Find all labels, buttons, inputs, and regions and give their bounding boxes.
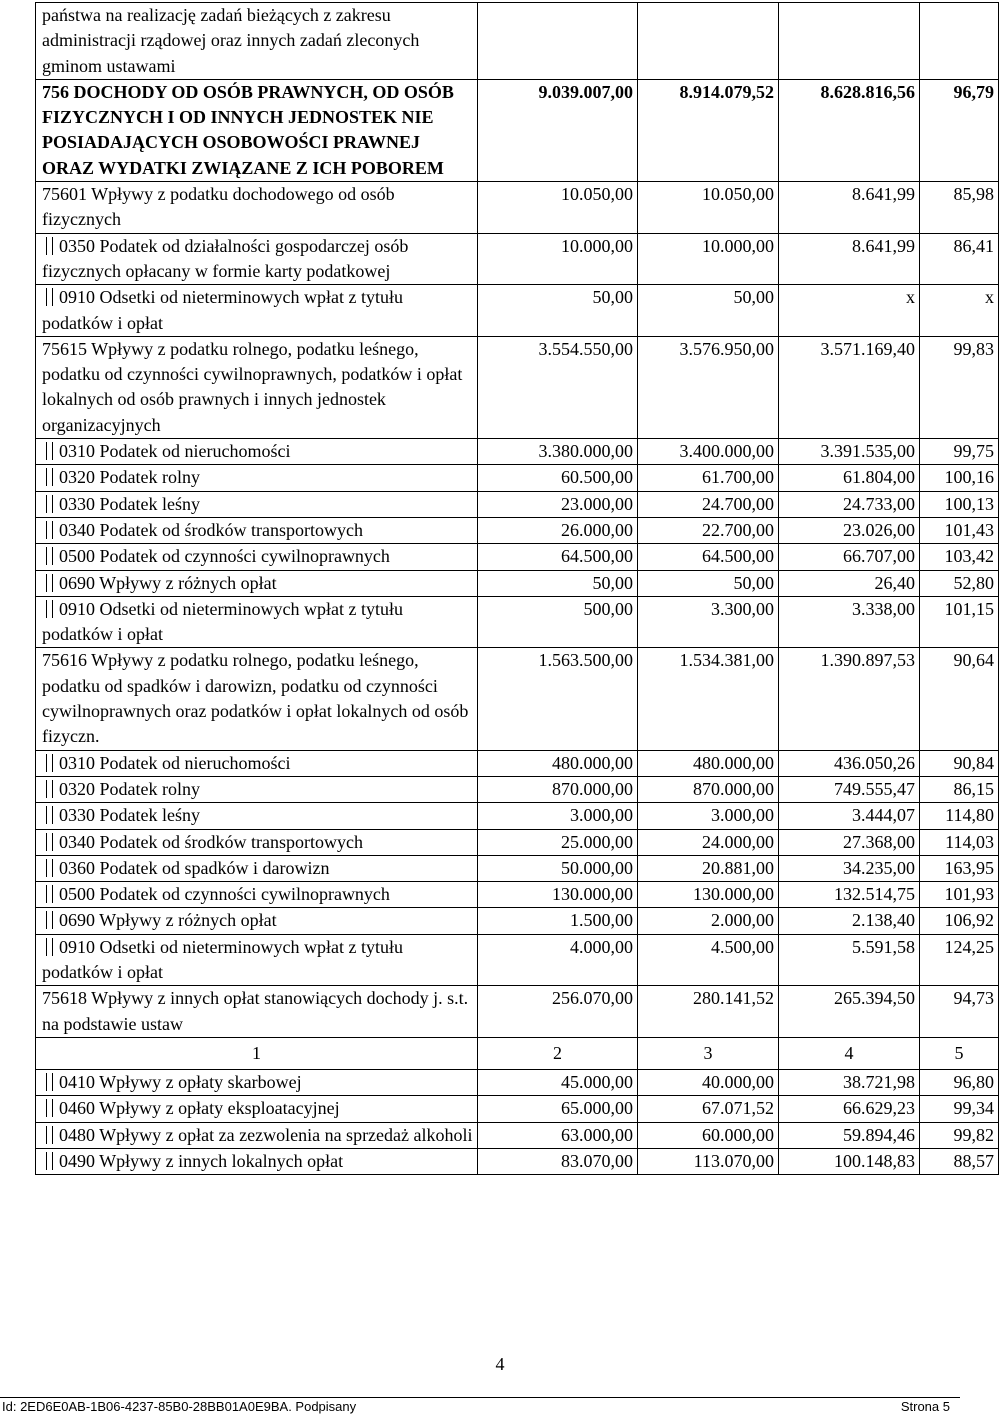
percent-value: 101,43	[920, 517, 999, 543]
plan-value: 10.050,00	[478, 182, 638, 234]
table-row	[36, 233, 999, 285]
execution-value: 8.628.816,56	[779, 79, 920, 181]
plan-value: 50,00	[478, 570, 638, 596]
row-description: 0340 Podatek od środków transportowych	[59, 831, 363, 852]
execution-value: 24.733,00	[779, 491, 920, 517]
table-row	[36, 1096, 999, 1122]
table-row	[36, 648, 999, 750]
column-number: 3	[638, 1037, 779, 1069]
percent-value: 114,80	[920, 803, 999, 829]
plan-after-changes-value: 24.000,00	[638, 829, 779, 855]
table-row	[36, 986, 999, 1038]
plan-value: 83.070,00	[478, 1149, 638, 1175]
bullet-marker	[46, 288, 53, 306]
percent-value: 85,98	[920, 182, 999, 234]
percent-value: 90,64	[920, 648, 999, 750]
bullet-marker	[46, 833, 53, 851]
table-row	[36, 776, 999, 802]
table-row	[36, 285, 999, 337]
table-row	[36, 1122, 999, 1148]
plan-after-changes-value: 10.000,00	[638, 233, 779, 285]
bullet-marker	[46, 547, 53, 565]
table-row	[36, 336, 999, 438]
execution-value: 66.629,23	[779, 1096, 920, 1122]
plan-after-changes-value: 61.700,00	[638, 465, 779, 491]
table-row	[36, 1070, 999, 1096]
column-numbers-row	[36, 1037, 999, 1069]
execution-value: 3.391.535,00	[779, 439, 920, 465]
plan-value: 45.000,00	[478, 1070, 638, 1096]
table-row	[36, 491, 999, 517]
execution-value: 27.368,00	[779, 829, 920, 855]
plan-value: 50.000,00	[478, 855, 638, 881]
plan-after-changes-value: 24.700,00	[638, 491, 779, 517]
plan-value: 256.070,00	[478, 986, 638, 1038]
plan-after-changes-value: 60.000,00	[638, 1122, 779, 1148]
execution-value: 749.555,47	[779, 776, 920, 802]
row-description: 0910 Odsetki od nieterminowych wpłat z tytułu podatków i opłat	[42, 598, 403, 645]
bullet-marker	[46, 600, 53, 618]
bullet-marker	[46, 468, 53, 486]
execution-value: 34.235,00	[779, 855, 920, 881]
percent-value: 106,92	[920, 908, 999, 934]
plan-value: 3.000,00	[478, 803, 638, 829]
plan-after-changes-value: 113.070,00	[638, 1149, 779, 1175]
bullet-marker	[46, 859, 53, 877]
row-description: 0690 Wpływy z różnych opłat	[59, 572, 277, 593]
percent-value: 96,80	[920, 1070, 999, 1096]
plan-value: 64.500,00	[478, 544, 638, 570]
row-description: 0330 Podatek leśny	[59, 805, 200, 826]
plan-value: 60.500,00	[478, 465, 638, 491]
execution-value: 66.707,00	[779, 544, 920, 570]
plan-after-changes-value: 2.000,00	[638, 908, 779, 934]
row-description: 0310 Podatek od nieruchomości	[59, 752, 291, 773]
table-row	[36, 544, 999, 570]
percent-value: 114,03	[920, 829, 999, 855]
plan-after-changes-value: 20.881,00	[638, 855, 779, 881]
plan-after-changes-value: 64.500,00	[638, 544, 779, 570]
row-description: 0360 Podatek od spadków i darowizn	[59, 857, 330, 878]
row-description: 0910 Odsetki od nieterminowych wpłat z tytułu podatków i opłat	[42, 287, 403, 333]
execution-value: 38.721,98	[779, 1070, 920, 1096]
bullet-marker	[46, 1152, 53, 1170]
row-description: 0330 Podatek leśny	[59, 493, 200, 514]
plan-value: 3.554.550,00	[478, 336, 638, 438]
percent-value: 94,73	[920, 986, 999, 1038]
row-description: 0340 Podatek od środków transportowych	[59, 519, 363, 540]
percent-value: 100,13	[920, 491, 999, 517]
execution-value: 3.444,07	[779, 803, 920, 829]
execution-value: 3.571.169,40	[779, 336, 920, 438]
plan-after-changes-value: 67.071,52	[638, 1096, 779, 1122]
percent-value: 124,25	[920, 934, 999, 986]
percent-value: 52,80	[920, 570, 999, 596]
column-number: 1	[36, 1037, 478, 1069]
percent-value: 86,15	[920, 776, 999, 802]
plan-after-changes-value: 130.000,00	[638, 882, 779, 908]
execution-value: 265.394,50	[779, 986, 920, 1038]
row-description: 0480 Wpływy z opłat za zezwolenia na sprzedaż alkoholi	[59, 1124, 473, 1145]
bullet-marker	[46, 938, 53, 956]
row-description: 0910 Odsetki od nieterminowych wpłat z tytułu podatków i opłat	[42, 936, 403, 982]
budget-table	[35, 2, 999, 1175]
row-description: państwa na realizację zadań bieżących z zakresu administracji rządowej oraz innych zadań zleconych gminom ustawami	[36, 3, 478, 80]
row-description: 0320 Podatek rolny	[59, 778, 200, 799]
table-row	[36, 182, 999, 234]
plan-after-changes-value: 50,00	[638, 570, 779, 596]
bullet-marker	[46, 1126, 53, 1144]
plan-value: 65.000,00	[478, 1096, 638, 1122]
plan-value: 3.380.000,00	[478, 439, 638, 465]
footer-page-label: Strona 5	[900, 1399, 950, 1414]
table-row	[36, 750, 999, 776]
execution-value: 26,40	[779, 570, 920, 596]
plan-value: 130.000,00	[478, 882, 638, 908]
plan-after-changes-value: 3.000,00	[638, 803, 779, 829]
table-row	[36, 829, 999, 855]
bullet-marker	[46, 806, 53, 824]
table-row	[36, 934, 999, 986]
plan-value: 50,00	[478, 285, 638, 337]
bullet-marker	[46, 574, 53, 592]
page-number: 4	[495, 1354, 505, 1374]
document-id: Id: 2ED6E0AB-1B06-4237-85B0-28BB01A0E9BA. Podpisany	[2, 1399, 357, 1414]
percent-value: 90,84	[920, 750, 999, 776]
row-description: 0410 Wpływy z opłaty skarbowej	[59, 1072, 302, 1093]
row-description: 0350 Podatek od działalności gospodarczej osób fizycznych opłacany w formie karty podatkowej	[42, 235, 409, 281]
plan-after-changes-value: 1.534.381,00	[638, 648, 779, 750]
bullet-marker	[46, 237, 53, 255]
percent-value: 103,42	[920, 544, 999, 570]
column-number: 2	[478, 1037, 638, 1069]
plan-after-changes-value: 3.300,00	[638, 596, 779, 648]
table-row	[36, 803, 999, 829]
row-description: 756 DOCHODY OD OSÓB PRAWNYCH, OD OSÓB FIZYCZNYCH I OD INNYCH JEDNOSTEK NIE POSIADAJĄCYCH OSOBOWOŚCI PRAWNEJ ORAZ WYDATKI ZWIĄZANE Z ICH POBOREM	[36, 79, 478, 181]
execution-value: x	[779, 285, 920, 337]
table-row	[36, 3, 999, 80]
execution-value: 59.894,46	[779, 1122, 920, 1148]
row-description: 75615 Wpływy z podatku rolnego, podatku leśnego, podatku od czynności cywilnoprawnych, podatków i opłat lokalnych od osób prawnych i innych jednostek organizacyjnych	[36, 336, 478, 438]
plan-value: 4.000,00	[478, 934, 638, 986]
bullet-marker	[46, 442, 53, 460]
plan-after-changes-value: 8.914.079,52	[638, 79, 779, 181]
row-description: 75601 Wpływy z podatku dochodowego od osób fizycznych	[36, 182, 478, 234]
bullet-marker	[46, 885, 53, 903]
execution-value: 23.026,00	[779, 517, 920, 543]
table-row	[36, 908, 999, 934]
row-description: 75618 Wpływy z innych opłat stanowiących dochody j. s.t. na podstawie ustaw	[36, 986, 478, 1038]
plan-after-changes-value: 40.000,00	[638, 1070, 779, 1096]
execution-value: 8.641,99	[779, 182, 920, 234]
execution-value: 8.641,99	[779, 233, 920, 285]
plan-after-changes-value: 22.700,00	[638, 517, 779, 543]
plan-value: 870.000,00	[478, 776, 638, 802]
table-row	[36, 439, 999, 465]
execution-value: 5.591,58	[779, 934, 920, 986]
plan-value: 480.000,00	[478, 750, 638, 776]
percent-value: 99,34	[920, 1096, 999, 1122]
percent-value: 86,41	[920, 233, 999, 285]
table-row	[36, 570, 999, 596]
plan-after-changes-value: 4.500,00	[638, 934, 779, 986]
table-row	[36, 855, 999, 881]
bullet-marker	[46, 1073, 53, 1091]
execution-value: 2.138,40	[779, 908, 920, 934]
percent-value: 96,79	[920, 79, 999, 181]
column-number: 4	[779, 1037, 920, 1069]
plan-after-changes-value: 10.050,00	[638, 182, 779, 234]
plan-after-changes-value: 3.400.000,00	[638, 439, 779, 465]
percent-value: 99,75	[920, 439, 999, 465]
table-row	[36, 1149, 999, 1175]
bullet-marker	[46, 1099, 53, 1117]
plan-value: 25.000,00	[478, 829, 638, 855]
bullet-marker	[46, 495, 53, 513]
percent-value: 101,15	[920, 596, 999, 648]
plan-after-changes-value: 480.000,00	[638, 750, 779, 776]
execution-value: 100.148,83	[779, 1149, 920, 1175]
table-row	[36, 882, 999, 908]
bullet-marker	[46, 780, 53, 798]
bullet-marker	[46, 521, 53, 539]
row-description: 0460 Wpływy z opłaty eksploatacyjnej	[59, 1098, 340, 1119]
percent-value: x	[920, 285, 999, 337]
execution-value: 132.514,75	[779, 882, 920, 908]
plan-value: 23.000,00	[478, 491, 638, 517]
table-row	[36, 465, 999, 491]
table-row	[36, 596, 999, 648]
bullet-marker	[46, 911, 53, 929]
row-description: 0310 Podatek od nieruchomości	[59, 441, 291, 462]
percent-value: 99,82	[920, 1122, 999, 1148]
row-description: 0500 Podatek od czynności cywilnoprawnych	[59, 884, 390, 905]
row-description: 75616 Wpływy z podatku rolnego, podatku leśnego, podatku od spadków i darowizn, podatku od czynności cywilnoprawnych oraz podatków i opłat lokalnych od osób fizyczn.	[36, 648, 478, 750]
execution-value: 436.050,26	[779, 750, 920, 776]
plan-after-changes-value: 280.141,52	[638, 986, 779, 1038]
plan-value: 10.000,00	[478, 233, 638, 285]
bullet-marker	[46, 754, 53, 772]
plan-value: 9.039.007,00	[478, 79, 638, 181]
row-description: 0490 Wpływy z innych lokalnych opłat	[59, 1151, 344, 1172]
execution-value: 1.390.897,53	[779, 648, 920, 750]
execution-value: 3.338,00	[779, 596, 920, 648]
table-row	[36, 79, 999, 181]
percent-value: 101,93	[920, 882, 999, 908]
row-description: 0500 Podatek od czynności cywilnoprawnych	[59, 546, 390, 567]
percent-value: 163,95	[920, 855, 999, 881]
percent-value: 100,16	[920, 465, 999, 491]
row-description: 0320 Podatek rolny	[59, 467, 200, 488]
column-number: 5	[920, 1037, 999, 1069]
plan-value: 1.563.500,00	[478, 648, 638, 750]
plan-after-changes-value: 3.576.950,00	[638, 336, 779, 438]
table-row	[36, 517, 999, 543]
row-description: 0690 Wpływy z różnych opłat	[59, 910, 277, 931]
plan-value: 63.000,00	[478, 1122, 638, 1148]
execution-value: 61.804,00	[779, 465, 920, 491]
plan-value: 1.500,00	[478, 908, 638, 934]
percent-value: 88,57	[920, 1149, 999, 1175]
plan-value: 500,00	[478, 596, 638, 648]
plan-value: 26.000,00	[478, 517, 638, 543]
percent-value: 99,83	[920, 336, 999, 438]
plan-after-changes-value: 50,00	[638, 285, 779, 337]
plan-after-changes-value: 870.000,00	[638, 776, 779, 802]
